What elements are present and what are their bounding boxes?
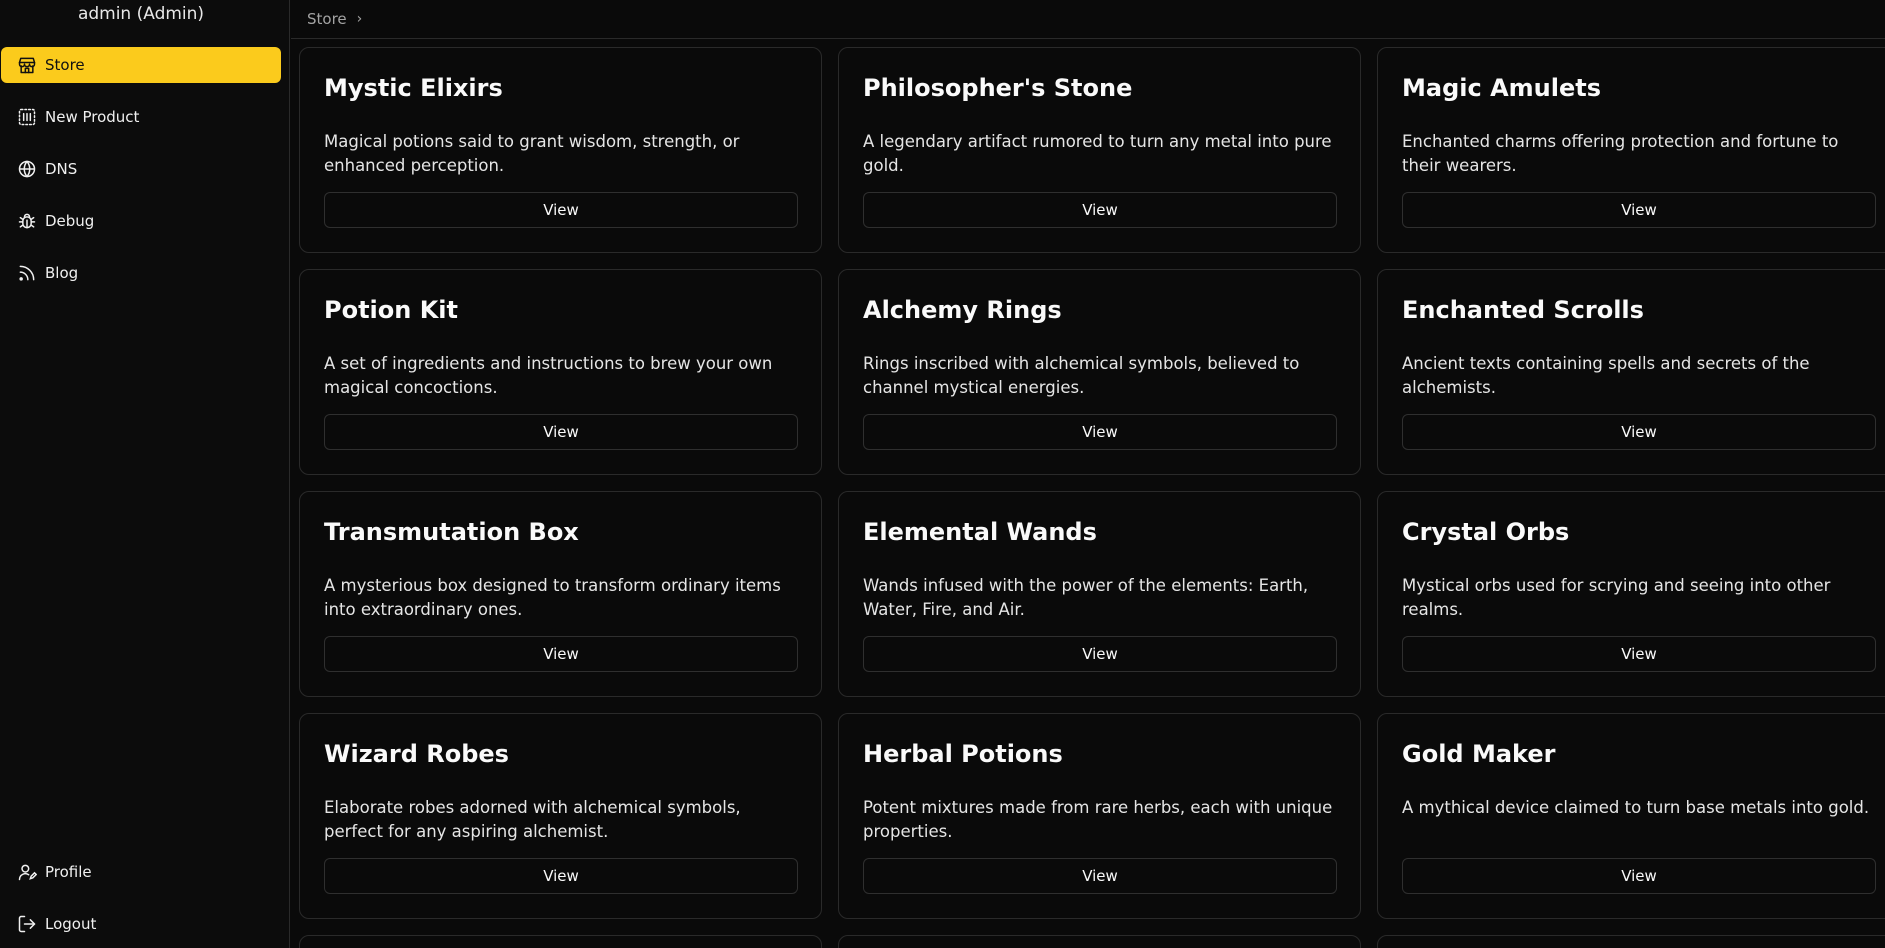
view-product-button[interactable]: View	[863, 858, 1337, 894]
product-description: A legendary artifact rumored to turn any metal into pure gold.	[863, 132, 1332, 175]
product-title: Wizard Robes	[324, 740, 509, 768]
sidebar-item-store[interactable]	[1, 47, 281, 83]
product-card-partial	[838, 935, 1361, 948]
product-title: Philosopher's Stone	[863, 74, 1133, 102]
view-product-button[interactable]: View	[324, 636, 798, 672]
product-description: A set of ingredients and instructions to brew your own magical concoctions.	[324, 354, 773, 397]
view-product-button[interactable]: View	[863, 636, 1337, 672]
sidebar-item-label: DNS	[45, 160, 78, 178]
product-title: Mystic Elixirs	[324, 74, 503, 102]
product-card-partial	[1377, 935, 1885, 948]
product-card	[1377, 713, 1885, 919]
sidebar-item-new-product[interactable]	[1, 99, 281, 135]
sidebar-item-logout[interactable]	[1, 906, 281, 942]
product-description: Rings inscribed with alchemical symbols, believed to channel mystical energies.	[863, 354, 1300, 397]
product-card	[838, 47, 1361, 253]
product-description: Wands infused with the power of the elements: Earth, Water, Fire, and Air.	[863, 576, 1309, 619]
product-description: Mystical orbs used for scrying and seeing into other realms.	[1402, 576, 1831, 619]
sidebar-item-debug[interactable]	[1, 203, 281, 239]
view-product-button[interactable]: View	[324, 858, 798, 894]
product-title: Enchanted Scrolls	[1402, 296, 1644, 324]
product-description: A mythical device claimed to turn base metals into gold.	[1402, 798, 1870, 817]
product-description: Magical potions said to grant wisdom, strength, or enhanced perception.	[324, 132, 740, 175]
user-icon	[17, 862, 37, 882]
product-title: Gold Maker	[1402, 740, 1556, 768]
bug-icon	[17, 211, 37, 231]
sidebar-item-label: Store	[45, 56, 85, 74]
product-card	[1377, 47, 1885, 253]
product-title: Transmutation Box	[324, 518, 579, 546]
sidebar-item-profile[interactable]	[1, 854, 281, 890]
product-card	[299, 47, 822, 253]
product-title: Magic Amulets	[1402, 74, 1601, 102]
product-card	[838, 491, 1361, 697]
sidebar-nav-account	[1, 854, 281, 948]
product-title: Herbal Potions	[863, 740, 1063, 768]
view-product-button[interactable]: View	[1402, 858, 1876, 894]
product-card	[299, 269, 822, 475]
sidebar-item-label: New Product	[45, 108, 140, 126]
breadcrumb-item-store[interactable]: Store	[307, 10, 347, 28]
current-user-label: admin (Admin)	[77, 4, 205, 24]
view-product-button[interactable]: View	[324, 192, 798, 228]
product-title: Elemental Wands	[863, 518, 1097, 546]
sidebar	[0, 0, 290, 948]
product-card	[1377, 491, 1885, 697]
product-card	[838, 713, 1361, 919]
new-product-icon	[17, 107, 37, 127]
product-title: Crystal Orbs	[1402, 518, 1570, 546]
view-product-button[interactable]: View	[863, 192, 1337, 228]
store-icon	[17, 55, 37, 75]
product-description: Ancient texts containing spells and secrets of the alchemists.	[1402, 354, 1810, 397]
view-product-button[interactable]: View	[863, 414, 1337, 450]
sidebar-item-label: Profile	[45, 863, 92, 881]
sidebar-item-blog[interactable]	[1, 255, 281, 291]
view-product-button[interactable]: View	[324, 414, 798, 450]
product-description: Enchanted charms offering protection and fortune to their wearers.	[1402, 132, 1839, 175]
breadcrumb	[291, 0, 1885, 39]
sidebar-item-label: Debug	[45, 212, 95, 230]
view-product-button[interactable]: View	[1402, 192, 1876, 228]
product-title: Alchemy Rings	[863, 296, 1062, 324]
chevron-right-icon: ›	[356, 11, 363, 27]
view-product-button[interactable]: View	[1402, 636, 1876, 672]
sidebar-item-dns[interactable]	[1, 151, 281, 187]
product-card	[838, 269, 1361, 475]
sidebar-nav-main	[1, 47, 281, 307]
product-description: Elaborate robes adorned with alchemical symbols, perfect for any aspiring alchemist.	[324, 798, 741, 841]
product-card-partial	[299, 935, 822, 948]
globe-icon	[17, 159, 37, 179]
product-description: Potent mixtures made from rare herbs, each with unique properties.	[863, 798, 1333, 841]
product-card	[299, 713, 822, 919]
rss-icon	[17, 263, 37, 283]
view-product-button[interactable]: View	[1402, 414, 1876, 450]
logout-icon	[17, 914, 37, 934]
product-card	[1377, 269, 1885, 475]
sidebar-item-label: Blog	[45, 264, 79, 282]
product-title: Potion Kit	[324, 296, 459, 324]
sidebar-item-label: Logout	[45, 915, 97, 933]
product-description: A mysterious box designed to transform ordinary items into extraordinary ones.	[324, 576, 781, 619]
product-card	[299, 491, 822, 697]
